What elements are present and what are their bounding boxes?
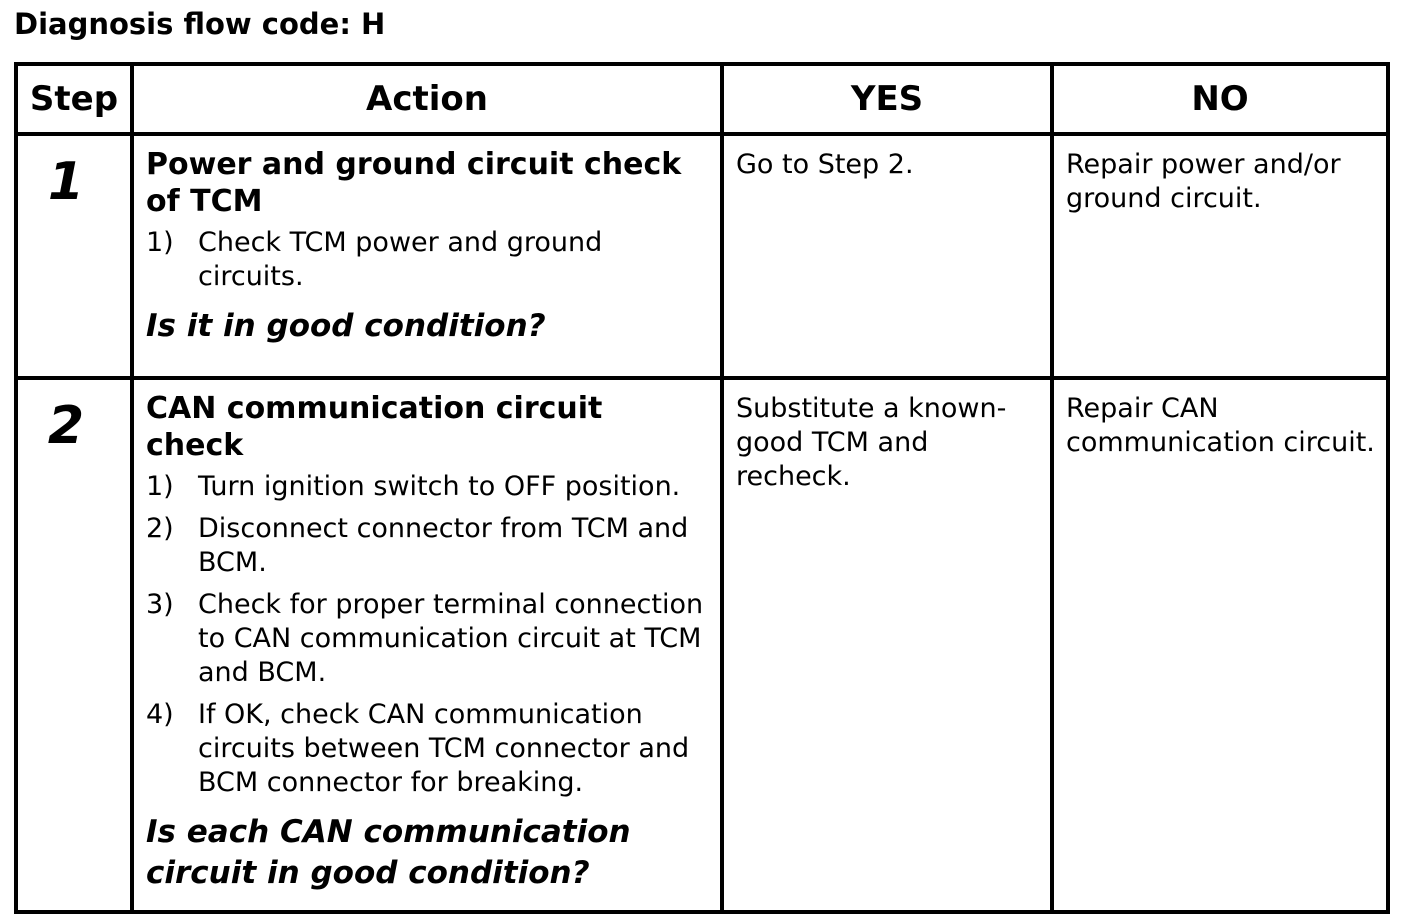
action-step-number: 1) bbox=[146, 227, 174, 258]
no-cell: Repair power and/or ground circuit. bbox=[1052, 134, 1388, 378]
action-title: Power and ground circuit check of TCM bbox=[146, 147, 682, 219]
action-step-number: 3) bbox=[146, 589, 174, 620]
action-question: Is it in good condition? bbox=[146, 308, 546, 344]
action-step-text: Disconnect connector from TCM and BCM. bbox=[198, 513, 689, 578]
action-step-number: 1) bbox=[146, 471, 174, 502]
action-step-list bbox=[146, 470, 710, 800]
action-step-text: Check TCM power and ground circuits. bbox=[198, 227, 603, 292]
action-step-number: 4) bbox=[146, 699, 174, 730]
action-step-text: If OK, check CAN communication circuits between TCM connector and BCM connector for breaking. bbox=[198, 699, 690, 798]
action-step bbox=[146, 512, 710, 580]
header-step: Step bbox=[16, 64, 132, 134]
action-cell bbox=[132, 134, 722, 378]
action-step bbox=[146, 698, 710, 800]
action-step-list bbox=[146, 226, 710, 294]
action-step-text: Check for proper terminal connection to CAN communication circuit at TCM and BCM. bbox=[198, 589, 704, 688]
header-yes: YES bbox=[722, 64, 1052, 134]
yes-cell: Substitute a known-good TCM and recheck. bbox=[722, 378, 1052, 912]
action-step bbox=[146, 470, 710, 504]
step-number: 1 bbox=[47, 152, 85, 212]
table-header-row bbox=[16, 64, 1388, 134]
action-step bbox=[146, 226, 710, 294]
action-step-text: Turn ignition switch to OFF position. bbox=[198, 471, 681, 502]
action-question: Is each CAN communication circuit in good condition? bbox=[146, 814, 631, 891]
table-row bbox=[16, 378, 1388, 912]
action-cell bbox=[132, 378, 722, 912]
table-row bbox=[16, 134, 1388, 378]
step-cell bbox=[16, 378, 132, 912]
step-cell bbox=[16, 134, 132, 378]
action-title: CAN communication circuit check bbox=[146, 391, 603, 463]
header-no: NO bbox=[1052, 64, 1388, 134]
no-cell: Repair CAN communication circuit. bbox=[1052, 378, 1388, 912]
diagnosis-table bbox=[14, 62, 1390, 914]
action-step-number: 2) bbox=[146, 513, 174, 544]
page-title: Diagnosis flow code: H bbox=[14, 7, 386, 41]
yes-cell: Go to Step 2. bbox=[722, 134, 1052, 378]
step-number: 2 bbox=[47, 396, 85, 456]
header-action: Action bbox=[132, 64, 722, 134]
action-step bbox=[146, 588, 710, 690]
